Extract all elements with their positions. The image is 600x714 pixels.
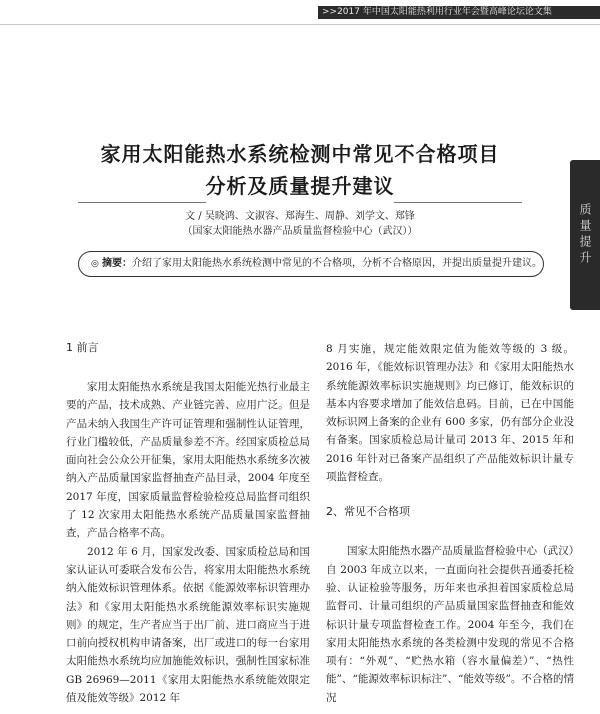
section-heading-intro: 1 前言 [66,341,99,354]
article-title [40,138,560,202]
section-heading-nonconformities: 2、常见不合格项 [326,505,410,519]
affiliation-line: （国家太阳能热水器产品质量监督检验中心（武汉）） [182,226,418,237]
abstract-bullet-icon: ◎ [91,259,99,269]
header-rule [0,24,600,25]
abstract-text: 介绍了家用太阳能热水系统检测中常见的不合格项，分析不合格原因，并提出质量提升建议。 [132,258,543,269]
title-line-2: 分析及质量提升建议 [205,174,395,198]
right-paragraph: 8 月实施，规定能效限定值为能效等级的 3 级。2016 年，《能效标识管理办法》和《家用太阳能热水系统能源效率标识实施规则》均已修订，能效标识的基本内容要求增加了能效信息码。目前，已在中国能效标识网上备案的企业有 600 多家，仍有部分企业没有备案。国家质检总局计量司 2013 年、2015 年和 2016 年针对已备案产品组织了产品能效标识计量专项监督检查。 [326,343,574,484]
left-column [66,340,310,707]
title-rule-left [78,202,206,203]
title-line-1: 家用太阳能热水系统检测中常见不合格项目 [100,142,500,166]
abstract-box [78,251,544,277]
right-column [326,340,574,707]
journal-header-band: >>2017 年中国太阳能热利用行业年会暨高峰论坛论文集 [318,6,600,19]
left-paragraph: 家用太阳能热水系统是我国太阳能光热行业最主要的产品，技术成熟、产业链完善、应用广泛。但是产品未纳入我国生产许可证管理和强制性认证管理，行业门槛较低，产品质量参差不齐。经国家质检总局面向社会公众公开征集，家用太阳能热水系统多次被纳入产品质量国家监督抽查产品目录，2004 年度至 2017 年度，国家质量监督检验检疫总局监督司组织了 12 次家用太阳能热水系统产品质量国家监督抽查，产品合格率不高。 [66,381,310,540]
left-paragraph: 2012 年 6 月，国家发改委、国家质检总局和国家认证认可委联合发布公告，将家用太阳能热水系统纳入能效标识管理体系。依据《能源效率标识管理办法》和《家用太阳能热水系统能源效率标识实施规则》的规定，生产者应当于出厂前、进口商应当于进口前向授权机构申请备案，出厂或进口的每一台家用太阳能热水系统均应加施能效标识，强制性国家标准 GB 26969—2011《家用太阳能热水系统能效限定值及能效等级》2012 年 [66,545,310,705]
right-paragraph: 国家太阳能热水器产品质量监督检验中心（武汉）自 2003 年成立以来，一直面向社会提供吾通委托检验、认证检验等服务，历年来也承担着国家质检总局监督司、计量司组织的产品质量国家监督抽查和能效标识计量专项监督检查工作。2004 年至今，我们在家用太阳能热水系统的各类检测中发现的常见不合格项有：“外观”、“贮热水箱（容水量偏差）”、“热性能”、“能源效率标识标注”、“能效等级”。不合格的情况 [326,545,574,704]
abstract-label: 摘要： [102,258,133,269]
title-rule-right [394,202,522,203]
author-line: 文 / 吴晓鸿、文淑容、郑海生、周静、刘学文、郑锋 [185,211,415,222]
section-side-tab: 质量提升 [570,160,600,310]
